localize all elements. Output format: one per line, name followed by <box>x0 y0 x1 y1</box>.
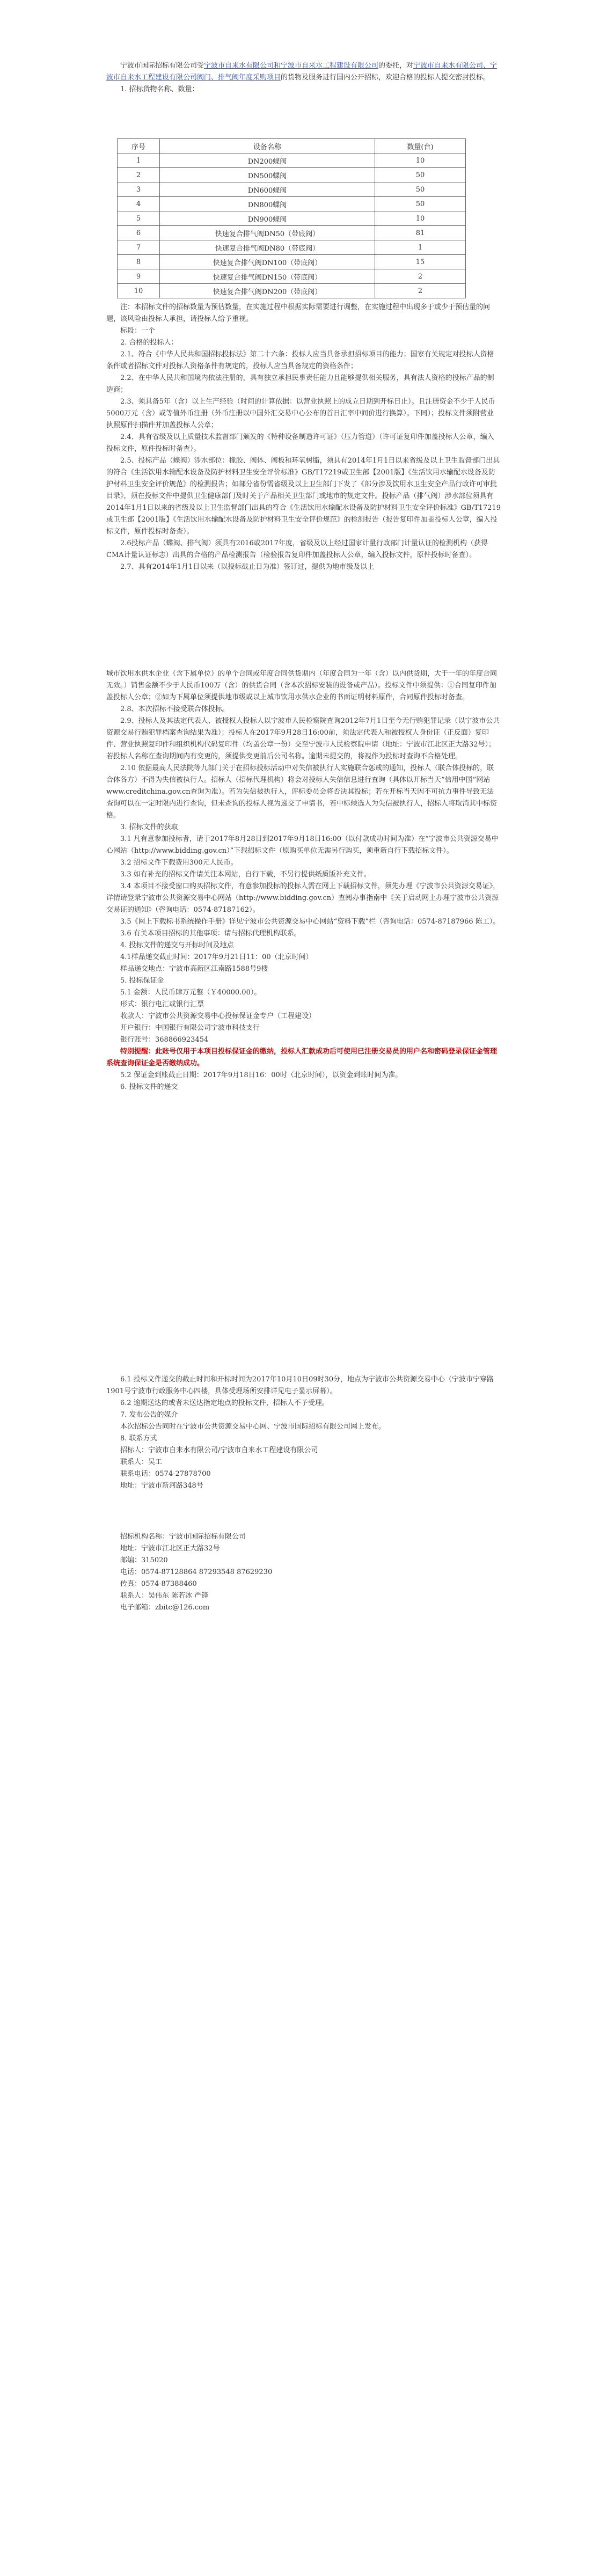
bank-account: 银行账号：368866923454 <box>120 1036 209 1044</box>
cell-name: 快速复合排气阀DN200（带底阀） <box>160 284 375 298</box>
cell-index: 1 <box>118 153 160 168</box>
section-4-title: 4. 投标文件的递交与开标时间及地点 <box>120 941 234 949</box>
cell-name: 快速复合排气阀DN50（带底阀） <box>160 226 375 240</box>
tenderer-address: 地址：宁波市新河路348号 <box>120 1482 203 1490</box>
clause-2-8: 2.8、本次招标不接受联合体投标。 <box>120 705 229 713</box>
clause-2-2: 2.2、在中华人民共和国境内依法注册的，具有独立承担民事责任能力且能够提供相关服务，具有法人资格的投标产品的制造商； <box>106 374 494 394</box>
clause-2-6: 2.6投标产品（蝶阀、排气阀）须具有2016或2017年度，省级及以上经过国家计量行政部门计量认证的检测机构（获得CMA计量认证标志）出具的合格的产品检测报告（检验报告复印件加盖投标人公章，编入投标文件，原件投标时备查）。 <box>106 539 488 559</box>
cell-index: 10 <box>118 284 160 298</box>
special-reminder: 特别提醒：此账号仅用于本项目投标保证金的缴纳，投标人汇款成功后可使用已注册交易员的用户名和密码登录保证金管理系统查询保证金是否缴纳成功。 <box>106 1048 498 1067</box>
clause-3-6: 3.6 有关本项目招标的其他事项：请与招标代理机构联系。 <box>120 930 301 938</box>
tenderer-phone: 联系电话：0574-27878700 <box>120 1470 211 1478</box>
agency-postcode: 邮编：315020 <box>120 1556 168 1564</box>
section-2-block <box>106 302 501 573</box>
payee: 收款人：宁波市公共资源交易中心投标保证金专户（工程建设） <box>120 1012 316 1020</box>
payment-form: 形式：银行电汇或银行汇票 <box>120 1000 204 1008</box>
table-row <box>118 240 466 255</box>
bank-name: 开户银行：中国银行有限公司宁波市科技支行 <box>120 1024 260 1032</box>
media-line: 本次招标公告同时在宁波市公共资源交易中心网、宁波市国际招标有限公司网上发布。 <box>120 1423 386 1431</box>
cell-quantity: 50 <box>375 182 466 197</box>
col-header-index: 序号 <box>118 139 160 153</box>
clause-2-1: 2.1、符合《中华人民共和国招标投标法》第二十六条：投标人应当具备承担招标项目的能力；国家有关规定对投标人资格条件或者招标文件对投标人资格条件有规定的，投标人应当具备规定的资格条件； <box>106 350 494 370</box>
section-8-title: 8. 联系方式 <box>120 1435 157 1443</box>
agency-name: 招标机构名称：宁波市国际招标有限公司 <box>120 1533 246 1541</box>
cell-index: 3 <box>118 182 160 197</box>
table-row <box>118 197 466 211</box>
clause-5-2: 5.2 保证金到账截止日期：2017年9月18日16：00时（北京时间），以资金到账时间为准。 <box>120 1071 403 1079</box>
clause-2-4: 2.4、具有省级及以上质量技术监督部门颁发的《特种设备制造许可证》（压力管道）（许可证复印件加盖投标人公章，编入投标文件，原件投标时备查）。 <box>106 433 494 453</box>
agency-contact-block <box>106 1531 501 1614</box>
cell-index: 6 <box>118 226 160 240</box>
intro-text-3: 的货物及服务进行国内公开招标，欢迎合格的投标人提交密封投标。 <box>281 74 491 82</box>
clause-4-1: 4.1样品递交截止时间：2017年9月21日11：00（北京时间） <box>120 953 313 961</box>
section-7-title: 7. 发布公告的媒介 <box>120 1411 178 1419</box>
goods-table <box>117 138 466 298</box>
section-6-title: 6. 投标文件的递交 <box>120 1083 178 1091</box>
sample-location: 样品递交地点：宁波市高新区江南路1588号9楼 <box>120 965 268 973</box>
agency-phone: 电话：0574-87128864 87293548 87629230 <box>120 1568 273 1576</box>
intro-text-1: 宁波市国际招标有限公司受 <box>120 62 204 70</box>
cell-name: 快速复合排气阀DN100（带底阀） <box>160 255 375 269</box>
clause-2-7: 2.7、具有2014年1月1日以来（以投标截止日为准）签订过，提供为地市级及以上 <box>120 563 375 571</box>
table-row <box>118 211 466 226</box>
cell-name: 快速复合排气阀DN80（带底阀） <box>160 240 375 255</box>
table-row <box>118 226 466 240</box>
section-3-title: 3. 招标文件的获取 <box>120 823 178 831</box>
intro-paragraph <box>106 60 501 96</box>
clause-2-7-cont: 城市饮用水供水企业（含下属单位）的单个合同或年度合同供货期内（年度合同为一年（含）以内供货期，大于一年的年度合同无效。）销售金额不少于人民币100万（含）的供货合同（含本次招标安装的设备或产品）。投标文件中须提供：①合同复印件加盖投标人公章；②如为下属单位须提供地市级或以上城市饮用水供水企业的书面证明材料原件，合同原件投标时备查。 <box>106 670 498 701</box>
cell-quantity: 81 <box>375 226 466 240</box>
cell-quantity: 2 <box>375 269 466 284</box>
cell-quantity: 2 <box>375 284 466 298</box>
table-row <box>118 153 466 168</box>
clause-3-3: 3.3 如有补充的招标文件请关注本网站，自行下载，不另行提供纸质版补充文件。 <box>120 870 371 879</box>
cell-quantity: 10 <box>375 153 466 168</box>
agency-email: 电子邮箱：zbitc@126.com <box>120 1604 210 1612</box>
clause-3-4: 3.4 本项目不接受窗口购买招标文件，有意参加投标的投标人需在网上下载招标文件，须先办理《宁波市公共资源交易证》，详情请登录宁波市公共资源交易中心网站（http://www.bidding.gov.cn）查阅办事指南中《关于启动网上办理宁波市公共资源交易证的通知》（咨询电话：0574-87187162）。 <box>106 882 500 914</box>
table-row <box>118 255 466 269</box>
section-2-title: 2. 合格的投标人： <box>120 339 178 347</box>
tenderer-contact: 联系人：吴工 <box>120 1458 163 1466</box>
table-row <box>118 168 466 182</box>
agency-address: 地址：宁波市江北区正大路32号 <box>120 1545 220 1553</box>
cell-index: 5 <box>118 211 160 226</box>
cell-quantity: 50 <box>375 197 466 211</box>
project-link[interactable]: 宁波市自来水有限公司、宁波市自来水工程建设有限公司阀门、排气阀年度采购项目 <box>106 62 498 82</box>
cell-name: DN500蝶阀 <box>160 168 375 182</box>
cell-name: DN200蝶阀 <box>160 153 375 168</box>
clause-2-9: 2.9、投标人及其法定代表人、被授权人投标人以宁波市人民检察院查询2012年7月1日至今无行贿犯罪记录（以宁波市公共资源交易行贿犯罪档案查询结果为准）；投标人在2017年9月28日16:00前，须法定代表人和被授权人身份证（正反面）复印件、营业执照复印件和组织机构代码复印件（均盖公章一份）交至宁波市人民检察院申请（地址：宁波市江北区正大路32号）；若投标人名称在查询期间内有变更的，须提供变更前后公司名称。逾期未提交的，将视作为投标时查询不合格处理。 <box>106 717 500 760</box>
cell-index: 8 <box>118 255 160 269</box>
clause-3-1: 3.1 凡有意参加投标者，请于2017年8月28日到2017年9月18日16:00（以付款成功时间为准）在“宁波市公共资源交易中心网站（http://www.bidding.gov.cn）”下载招标文件（原购买单位无需另行购买，须重新自行下载招标文件）。 <box>106 835 499 855</box>
table-row <box>118 284 466 298</box>
cell-quantity: 10 <box>375 211 466 226</box>
intro-text-2: 的委托，对 <box>378 62 414 70</box>
lot-line: 标段：一个 <box>120 327 156 335</box>
table-row <box>118 269 466 284</box>
section-6-8-block <box>106 1374 501 1492</box>
agency-contacts: 联系人：吴伟东 陈若冰 严锋 <box>120 1592 209 1600</box>
table-row <box>118 182 466 197</box>
cell-name: DN900蝶阀 <box>160 211 375 226</box>
cell-index: 4 <box>118 197 160 211</box>
clause-3-2: 3.2 招标文件下载费用300元人民币。 <box>120 859 238 867</box>
col-header-name: 设备名称 <box>160 139 375 153</box>
cell-name: DN800蝶阀 <box>160 197 375 211</box>
clause-6-1: 6.1 投标文件递交的截止时间和开标时间为2017年10月10日09时30分，地点为宁波市公共资源交易中心（宁波市宁穿路1901号宁波市行政服务中心四楼，具体受理场所安排详见电子显示屏幕）。 <box>106 1375 494 1395</box>
clause-2-10: 2.10 依据最高人民法院等九部门关于在招标投标活动中对失信被执行人实施联合惩戒的通知，投标人（联合体投标的，联合体各方）不得为失信被执行人。招标人（招标代理机构）将会对投标人失信信息进行查询（具体以开标当天“信用中国”网站www.creditchina.gov.cn查询为准）。若为失信被执行人，评标委员会将否决其投标；若在开标当天因不可抗力事件导致无法查询可以在一定时限内进行查询，但未查询的投标人视为递交了申请书，若中标候选人为失信被执行人，招标人将取消其中标资格。 <box>106 764 498 819</box>
cell-name: DN600蝶阀 <box>160 182 375 197</box>
section-3-5-block <box>106 668 501 1093</box>
cell-index: 2 <box>118 168 160 182</box>
clause-6-2: 6.2 逾期送达的或者未送达指定地点的投标文件，招标人不予受理。 <box>120 1399 329 1407</box>
cell-quantity: 50 <box>375 168 466 182</box>
agency-fax: 传真：0574-87388460 <box>120 1580 197 1588</box>
clause-2-3: 2.3、须具备5年（含）以上生产经验（时间的计算依据：以营业执照上的成立日期到开标日止）。且注册资金不少于人民币5000万元（含）或等值外币注册（外币注册以中国外汇交易中心公布的首日汇率中间价进行换算）。下同）；投标文件须附营业执照原件扫描件并加盖投标人公章； <box>106 398 495 429</box>
clause-5-1: 5.1 金额：人民币肆万元整（￥40000.00）。 <box>120 989 261 997</box>
section-5-title: 5. 投标保证金 <box>120 977 164 985</box>
table-note: 注：本招标文件的招标数量为预估数量，在实施过程中根据实际需要进行调整，在实施过程中出现多于或少于预估量的问题，该风险由投标人承担，请投标人给予重视。 <box>106 303 491 323</box>
section-1-title: 1. 招标货物名称、数量： <box>120 85 199 93</box>
col-header-quantity: 数量(台) <box>375 139 466 153</box>
clause-2-5: 2.5、投标产品（蝶阀）涉水部位：橡胶、阀体、阀板和环氧树脂，须具有2014年1月1日以来省级及以上卫生监督部门出具的符合《生活饮用水输配水设备及防护材料卫生安全评价标准》GB/T17219或卫生部【2001版】《生活饮用水输配水设备及防护材料卫生安全评价规范》的检测报告；如部分省份需省级及以上卫生部门下发了《部分涉及饮用水卫生安全产品行政许可审批目录》，须在投标文件中提供卫生健康部门及时关于产品相关卫生部门或地市的规定文件。投标产品（排气阀）涉水部位须具有2014年1月1日以来的省级及以上卫生监督部门出具的符合《生活饮用水输配水设备及防护材料卫生安全评价标准》GB/T17219或卫生部【2001版】《生活饮用水输配水设备及防护材料卫生安全评价规范》的检测报告（报告复印件加盖投标人公章，编入投标文件，原件投标时备查）。 <box>106 457 501 536</box>
client-link[interactable]: 宁波市自来水有限公司和宁波市自来水工程建设有限公司 <box>204 62 379 70</box>
cell-quantity: 15 <box>375 255 466 269</box>
tenderer-name: 招标人：宁波市自来水有限公司/宁波市自来水工程建设有限公司 <box>120 1446 318 1454</box>
clause-3-5: 3.5《网上下载标书系统操作手册》详见宁波市公共资源交易中心网站“资料下载”栏（咨询电话：0574-87187966 陈工）。 <box>120 918 500 926</box>
cell-index: 7 <box>118 240 160 255</box>
cell-index: 9 <box>118 269 160 284</box>
table-header-row <box>118 139 466 153</box>
cell-quantity: 1 <box>375 240 466 255</box>
cell-name: 快速复合排气阀DN150（带底阀） <box>160 269 375 284</box>
